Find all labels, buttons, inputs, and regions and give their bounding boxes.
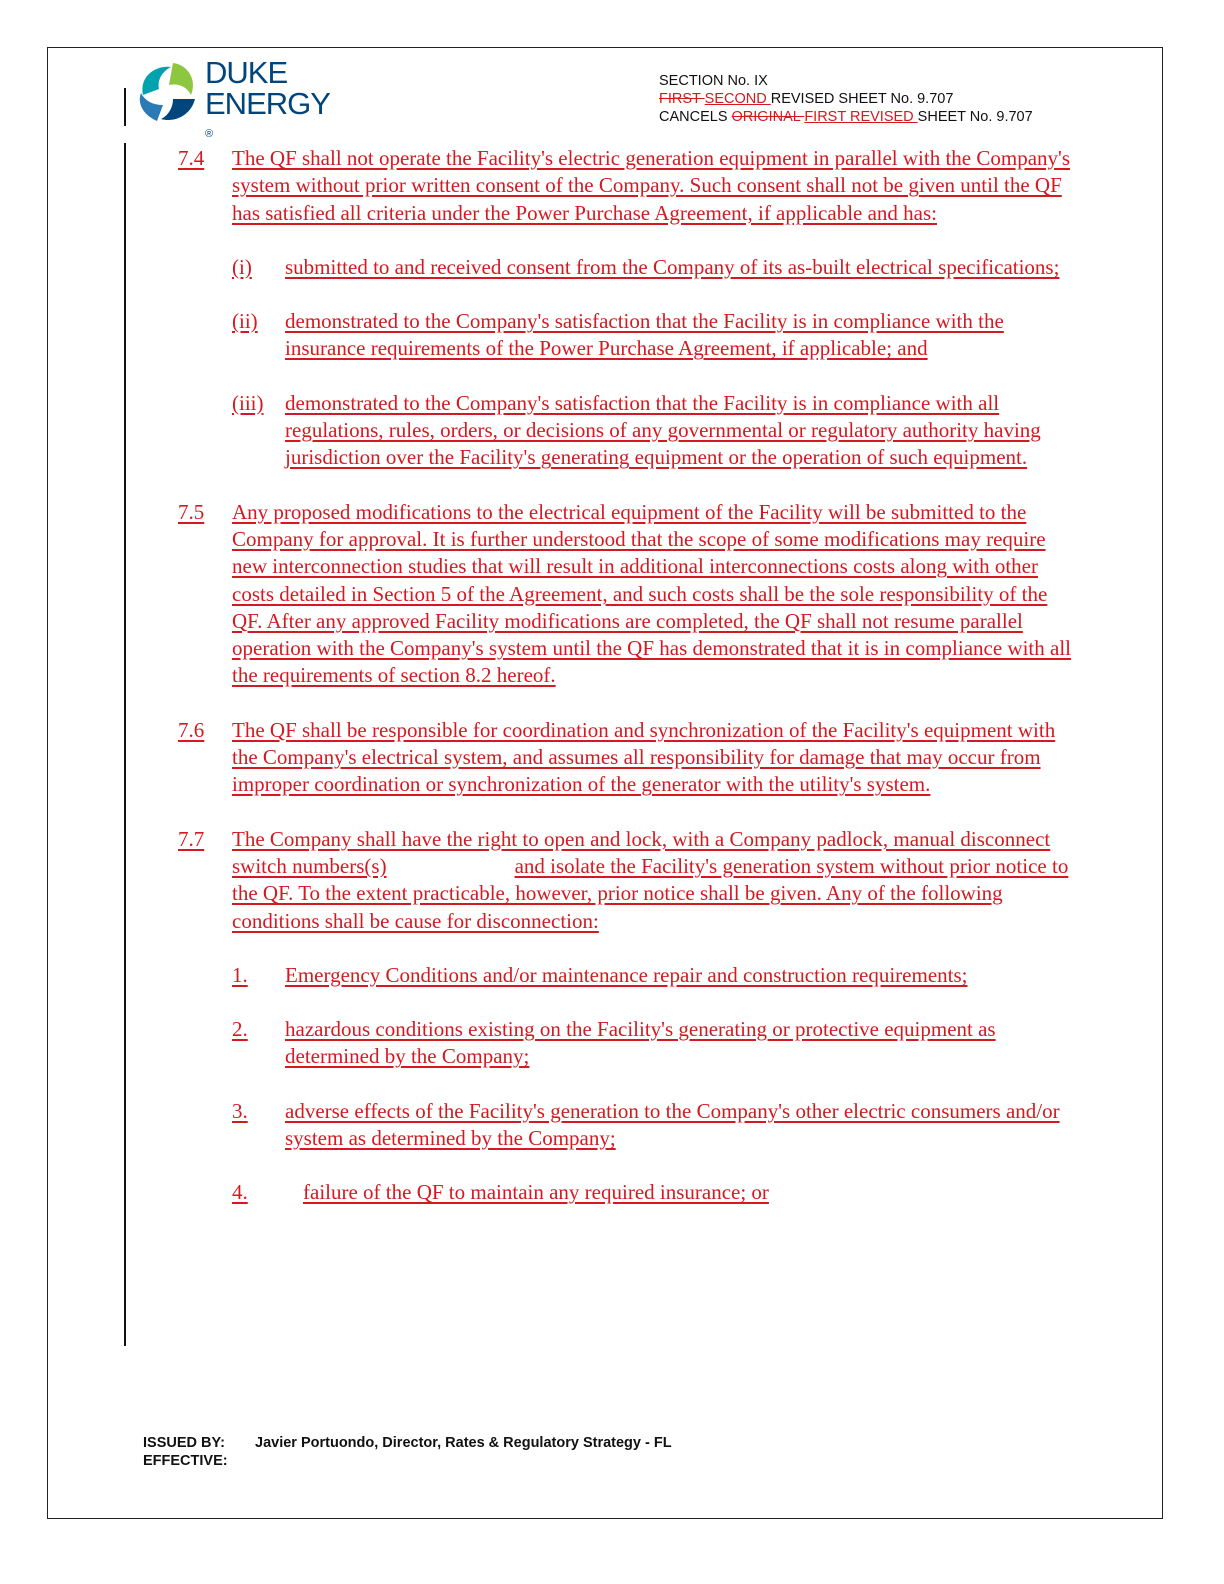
list-item-number: 4.: [232, 1180, 248, 1205]
issued-by-value: Javier Portuondo, Director, Rates & Regulatory Strategy - FL: [255, 1435, 672, 1451]
logo-line1: DUKE: [205, 55, 288, 90]
list-item-text: Emergency Conditions and/or maintenance repair and construction requirements;: [285, 962, 968, 987]
cancels-line: [659, 108, 1033, 126]
issued-by-label: ISSUED BY:: [143, 1435, 225, 1451]
section-text: Any proposed modifications to the electrical equipment of the Facility will be submitted to the Company for approval. It is further understood that the scope of some modifications may require new interconnection studies that will result in additional interconnections costs along with other costs detailed in Section 5 of the Agreement, and such costs shall be the sole responsibility of the QF. After any approved Facility modifications are completed, the QF shall not resume parallel operation with the Company's system until the QF has demonstrated that it is in compliance with all the requirements of section 8.2 hereof.: [232, 499, 1071, 688]
sheet-rest-text: REVISED SHEET No. 9.707: [770, 91, 954, 107]
section-number: 7.7: [178, 826, 205, 851]
section-text: The QF shall be responsible for coordination and synchronization of the Facility's equipment with the Company's electrical system, and assumes all responsibility for damage that may occur from improper coordination or synchronization of the generator with the utility's system.: [232, 717, 1056, 797]
header-change-bar: [124, 88, 126, 126]
body-change-bar: [124, 143, 126, 1346]
list-item-number: 2.: [232, 1017, 248, 1042]
document-body: [178, 145, 1078, 1207]
section-number: 7.6: [178, 717, 205, 742]
list-item-text: failure of the QF to maintain any required insurance; or: [303, 1180, 769, 1205]
cancels-rest-text: SHEET No. 9.707: [917, 109, 1033, 125]
duke-energy-logo-mark: [133, 57, 203, 127]
list-item-text: submitted to and received consent from the Company of its as-built electrical specifications;: [285, 254, 1060, 279]
issuance-footer: [143, 1434, 672, 1470]
section-text: The QF shall not operate the Facility's electric generation equipment in parallel with the Company's system without prior written consent of the Company. Such consent shall not be given until the QF has satisfied all criteria under the Power Purchase Agreement, if applicable and has:: [232, 146, 1071, 225]
sheet-inserted-text: SECOND: [704, 91, 771, 107]
list-item-number: 3.: [232, 1098, 248, 1123]
sheet-number-line: [659, 90, 1033, 108]
section-7-7: [178, 826, 1078, 935]
section-7-4: [178, 145, 1078, 227]
section-number: SECTION No. IX: [659, 73, 768, 89]
section-text-part-a: The Company shall have the right to open and lock, with a Company padlock, manual disconnect switch numbers(s): [232, 826, 1051, 878]
cancels-struck-text: ORIGINAL: [731, 109, 805, 125]
logo-registered-mark: ®: [205, 128, 213, 140]
list-item: [178, 1179, 1078, 1206]
list-item-text: demonstrated to the Company's satisfaction that the Facility is in compliance with the insurance requirements of the Power Purchase Agreement, if applicable; and: [285, 309, 1004, 361]
list-item-text: demonstrated to the Company's satisfaction that the Facility is in compliance with all regulations, rules, orders, or decisions of any governmental or regulatory authority having jurisdiction over the Facility's generating equipment or the operation of such equipment.: [285, 390, 1041, 470]
effective-label: EFFECTIVE:: [143, 1453, 228, 1469]
section-7-6: [178, 717, 1078, 799]
cancels-prefix: CANCELS: [659, 109, 732, 125]
cancels-inserted-text: FIRST REVISED: [804, 109, 918, 125]
list-item: [178, 390, 1078, 472]
list-item-number: (i): [232, 254, 252, 279]
list-item: [178, 962, 1078, 989]
section-7-5: [178, 499, 1078, 690]
list-item: [178, 308, 1078, 363]
list-item-number: 1.: [232, 962, 248, 987]
list-item: [178, 1098, 1078, 1153]
sheet-struck-text: FIRST: [659, 91, 705, 107]
logo-line2: ENERGY: [205, 86, 330, 121]
list-item: [178, 1016, 1078, 1071]
list-item: [178, 254, 1078, 281]
section-number: 7.4: [178, 146, 205, 170]
duke-energy-logo: [133, 55, 343, 140]
list-item-number: (ii): [232, 309, 258, 334]
sheet-header: [659, 72, 1033, 126]
section-text-part-b: and isolate the Facility's generation system without prior notice to the QF. To the extent practicable, however, prior notice shall be given. Any of the following conditions shall be cause for disconnection:: [232, 853, 1069, 933]
list-item-number: (iii): [232, 390, 264, 415]
list-item-text: hazardous conditions existing on the Facility's generating or protective equipment as determined by the Company;: [285, 1017, 996, 1069]
section-number: 7.5: [178, 499, 205, 524]
list-item-text: adverse effects of the Facility's generation to the Company's other electric consumers and/or system as determined by the Company;: [285, 1098, 1060, 1151]
